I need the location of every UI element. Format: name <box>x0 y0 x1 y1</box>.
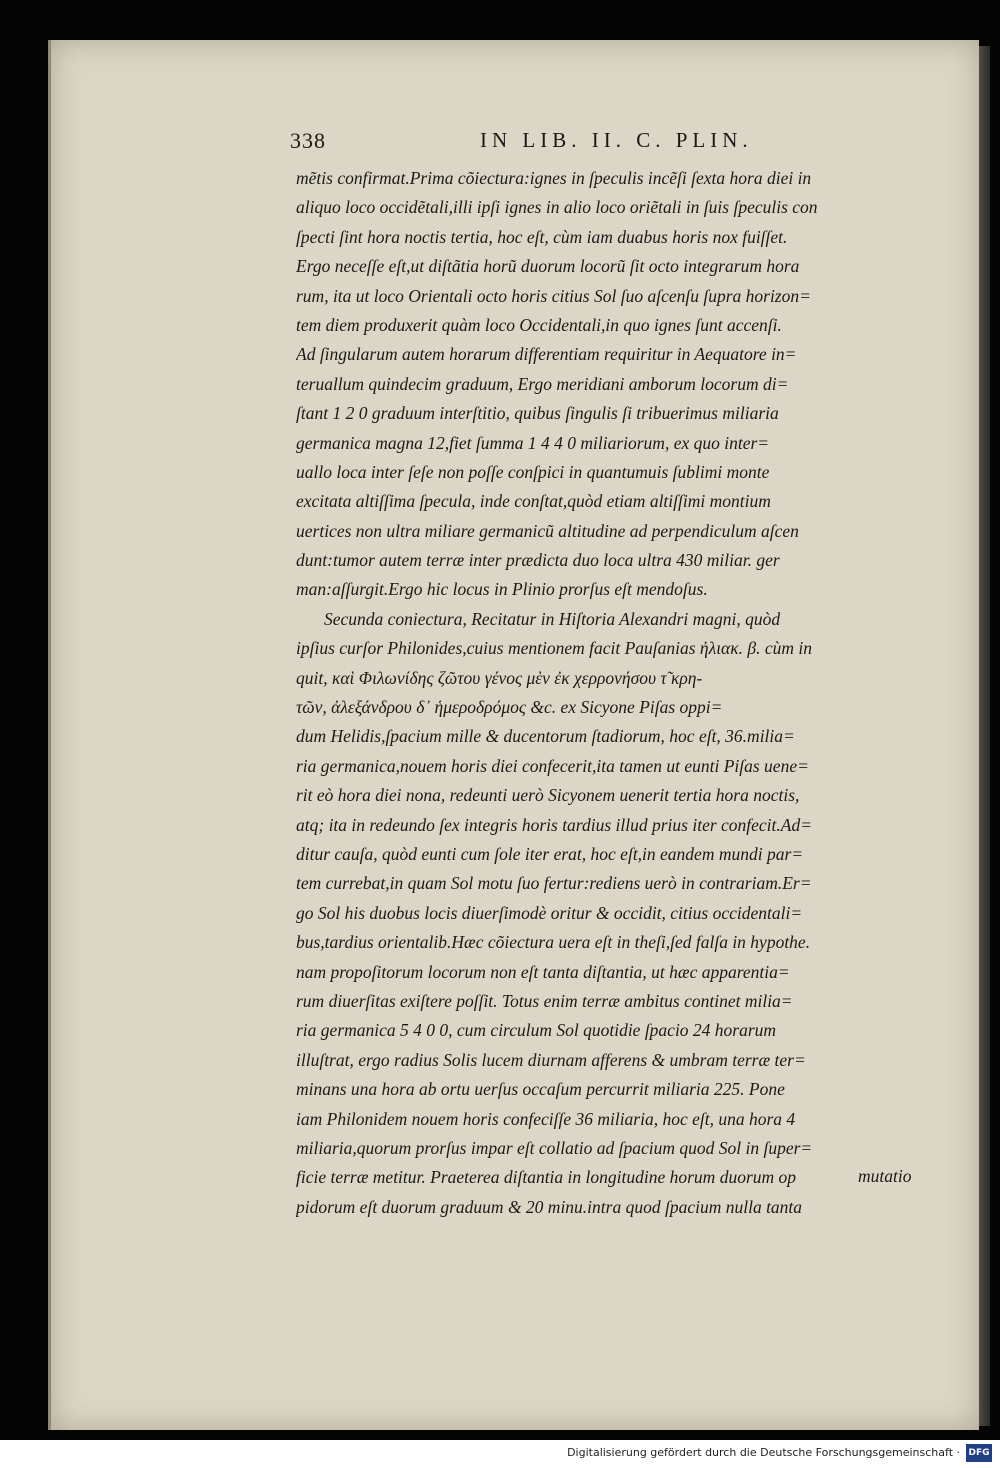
text-line: dum Helidis,ſpacium mille & ducentorum ſtadiorum, hoc eſt, 36.milia= <box>296 726 795 747</box>
dfg-logo-icon[interactable]: DFG <box>966 1444 992 1462</box>
text-line: tem diem produxerit quàm loco Occidentali,in quo ignes ſunt accenſi. <box>296 314 782 335</box>
text-line: ria germanica 5 4 0 0, cum circulum Sol quotidie ſpacio 24 horarum <box>296 1020 777 1041</box>
text-line: Ad ſingularum autem horarum differentiam requiritur in Aequatore in= <box>296 344 797 365</box>
text-line: teruallum quindecim graduum, Ergo meridiani amborum locorum di= <box>296 373 789 394</box>
text-line: go Sol his duobus locis diuerſimodè oritur & occidit, citius occidentali= <box>296 902 803 923</box>
text-line: rum diuerſitas exiſtere poſſit. Totus enim terræ ambitus continet milia= <box>296 990 793 1011</box>
text-line: miliaria,quorum prorſus impar eſt collatio ad ſpacium quod Sol in ſuper= <box>296 1137 813 1158</box>
text-line: pidorum eſt duorum graduum & 20 minu.intra quod ſpacium nulla tanta <box>296 1196 803 1217</box>
text-line: τῶν, ἀλεξάνδρου δ᾽ ἡμεροδρόμος &c. ex Sicyone Piſas oppi= <box>296 697 723 718</box>
text-line: uertices non ultra miliare germanicũ altitudine ad perpendiculum aſcen <box>296 520 799 541</box>
text-line: uallo loca inter ſeſe non poſſe conſpici in quantumuis ſublimi monte <box>296 461 770 482</box>
text-line: ipſius curſor Philonides,cuius mentionem facit Pauſanias ἠλιακ. β. cùm in <box>296 638 812 659</box>
text-line: dunt:tumor autem terræ inter prædicta duo loca ultra 430 miliar. ger <box>296 550 780 571</box>
text-line: rum, ita ut loco Orientali octo horis citius Sol ſuo aſcenſu ſupra horizon= <box>296 285 811 306</box>
text-line: excitata altiſſima ſpecula, inde conſtat,quòd etiam altiſſimi montium <box>296 491 771 512</box>
body-text <box>296 164 946 1222</box>
text-line: ſtant 1 2 0 graduum interſtitio, quibus ſingulis ſi tribuerimus miliaria <box>296 403 779 424</box>
text-line: germanica magna 12,fiet ſumma 1 4 4 0 miliariorum, ex quo inter= <box>296 432 770 453</box>
running-head-title: IN LIB. II. C. PLIN. <box>480 128 753 152</box>
text-line: tem currebat,in quam Sol motu ſuo fertur:rediens uerò in contrariam.Er= <box>296 873 812 894</box>
text-line: Secunda coniectura, Recitatur in Hiſtoria Alexandri magni, quòd <box>324 608 781 629</box>
funding-notice: Digitalisierung gefördert durch die Deutsche Forschungsgemeinschaft · <box>567 1446 960 1459</box>
text-line: nam propoſitorum locorum non eſt tanta diſtantia, ut hæc apparentia= <box>296 961 790 982</box>
catchword: mutatio <box>858 1166 912 1186</box>
page-number: 338 <box>290 128 326 153</box>
text-line: ria germanica,nouem horis diei confecerit,ita tamen ut eunti Piſas uene= <box>296 755 809 776</box>
text-line: minans una hora ab ortu uerſus occaſum percurrit miliaria 225. Pone <box>296 1079 785 1100</box>
text-line: rit eò hora diei nona, redeunti uerò Sicyonem uenerit tertia hora noctis, <box>296 785 800 806</box>
text-line: bus,tardius orientalib.Hæc cõiectura uera eſt in theſi,ſed falſa in hypothe. <box>296 932 811 953</box>
text-line: mẽtis confirmat.Prima cõiectura:ignes in ſpeculis incẽſi ſexta hora diei in <box>296 168 812 188</box>
text-line: man:aſſurgit.Ergo hic locus in Plinio prorſus eſt mendoſus. <box>296 579 708 600</box>
text-line: aliquo loco occidẽtali,illi ipſi ignes in alio loco oriẽtali in ſuis ſpeculis con <box>296 197 818 218</box>
text-line: ſpecti ſint hora noctis tertia, hoc eſt, cùm iam duabus horis nox fuiſſet. <box>296 226 788 247</box>
text-line: quit, καὶ Φιλωνίδης ζῶτου γένος μὲν ἐκ χερρονήσου τ̃ κρη- <box>296 667 703 688</box>
text-line: Ergo neceſſe eſt,ut diſtãtia horũ duorum locorũ ſit octo integrarum hora <box>296 256 800 277</box>
text-line: atq; ita in redeundo ſex integris horis tardius illud prius iter confecit.Ad= <box>296 814 813 835</box>
running-head <box>290 128 950 164</box>
text-line: iam Philonidem nouem horis confeciſſe 36 miliaria, hoc eſt, una hora 4 <box>296 1108 796 1129</box>
text-line: illuſtrat, ergo radius Solis lucem diurnam afferens & umbram terræ ter= <box>296 1049 806 1070</box>
text-line: ficie terræ metitur. Praeterea diſtantia in longitudine horum duorum op <box>296 1167 797 1188</box>
text-line: ditur cauſa, quòd eunti cum ſole iter erat, hoc eſt,in eandem mundi par= <box>296 843 804 864</box>
footer-bar <box>0 1440 1000 1468</box>
